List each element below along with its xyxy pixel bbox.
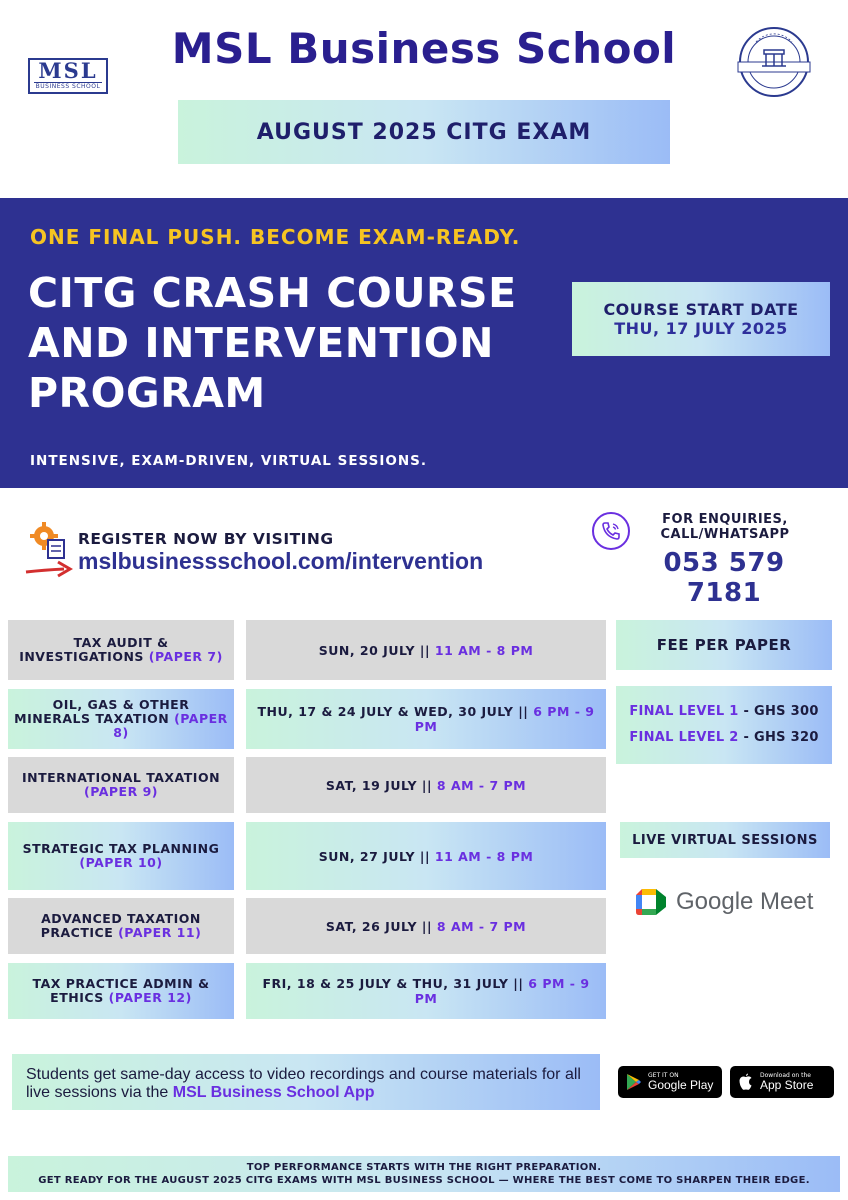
gear-icon	[28, 520, 68, 560]
paper-schedule-cell	[246, 898, 606, 954]
fee-price: - GHS 320	[738, 730, 819, 745]
seal-icon	[736, 24, 812, 100]
hero-title: CITG CRASH COURSE AND INTERVENTION PROGRAM	[28, 269, 517, 417]
paper-schedule-cell	[246, 757, 606, 813]
google-play-badge[interactable]	[618, 1066, 722, 1098]
enquiry-label: FOR ENQUIRIES, CALL/WHATSAPP	[660, 512, 790, 542]
schedule-time: 8 AM - 7 PM	[436, 918, 527, 934]
arrow-icon	[24, 558, 74, 580]
enquiry-phone[interactable]: 053 579 7181	[663, 548, 785, 608]
school-title: MSL Business School	[171, 24, 677, 73]
register-label: REGISTER NOW BY VISITING	[78, 530, 334, 548]
google-play-large: Google Play	[648, 1078, 714, 1092]
google-play-small: GET IT ON	[648, 1072, 679, 1079]
paper-schedule-cell	[246, 963, 606, 1019]
schedule-time: 8 AM - 7 PM	[436, 777, 527, 793]
paper-name: STRATEGIC TAX PLANNING	[22, 841, 220, 856]
apple-icon	[738, 1073, 754, 1091]
paper-name-cell	[8, 822, 234, 890]
paper-name: ADVANCED TAXATION PRACTICE	[40, 911, 201, 940]
paper-name: TAX AUDIT & INVESTIGATIONS	[19, 635, 169, 664]
schedule-date: FRI, 18 & 25 JULY & THU, 31 JULY ||	[262, 976, 524, 991]
schedule-time: 6 PM - 9 PM	[414, 976, 590, 1006]
paper-name: INTERNATIONAL TAXATION	[21, 770, 221, 785]
fee-item	[629, 699, 818, 725]
fee-box	[616, 686, 832, 764]
access-text: Students get same-day access to video recordings and course materials for all live sessions via the	[26, 1066, 581, 1101]
schedule-date: SUN, 20 JULY ||	[318, 642, 431, 658]
footer-line-2: GET READY FOR THE AUGUST 2025 CITG EXAMS WITH MSL BUSINESS SCHOOL — WHERE THE BEST COME TO SHARPEN THEIR EDGE.	[38, 1175, 810, 1186]
schedule-time: 11 AM - 8 PM	[434, 848, 534, 864]
paper-name: TAX PRACTICE ADMIN & ETHICS	[32, 976, 210, 1005]
paper-code: (PAPER 10)	[79, 855, 163, 870]
paper-name-cell	[8, 689, 234, 749]
schedule-date: SAT, 26 JULY ||	[325, 918, 433, 934]
register-link[interactable]: mslbusinessschool.com/intervention	[78, 548, 484, 574]
paper-code: (PAPER 11)	[118, 925, 202, 940]
schedule-date: SUN, 27 JULY ||	[318, 848, 431, 864]
google-meet-logo	[636, 884, 826, 920]
schedule-time: 6 PM - 9 PM	[414, 704, 595, 734]
google-meet-icon	[636, 889, 666, 915]
schedule-date: SAT, 19 JULY ||	[325, 777, 433, 793]
paper-schedule-cell	[246, 620, 606, 680]
live-sessions-label: LIVE VIRTUAL SESSIONS	[620, 822, 830, 858]
paper-name: OIL, GAS & OTHER MINERALS TAXATION	[14, 697, 190, 726]
paper-code: (PAPER 8)	[113, 711, 228, 740]
paper-name-cell	[8, 757, 234, 813]
logo-subtext: BUSINESS SCHOOL	[35, 83, 101, 90]
fee-level: FINAL LEVEL 2	[629, 730, 739, 745]
fee-heading: FEE PER PAPER	[616, 620, 832, 670]
google-meet-text: Google Meet	[676, 888, 814, 915]
app-store-badge[interactable]	[730, 1066, 834, 1098]
footer-banner	[8, 1156, 840, 1192]
access-note	[12, 1054, 600, 1110]
paper-code: (PAPER 7)	[148, 649, 223, 664]
phone-icon	[592, 512, 630, 550]
app-store-large: App Store	[760, 1078, 814, 1092]
hero-subtitle: INTENSIVE, EXAM-DRIVEN, VIRTUAL SESSIONS.	[30, 453, 428, 469]
fee-level: FINAL LEVEL 1	[629, 704, 739, 719]
paper-code: (PAPER 12)	[108, 990, 192, 1005]
hero-tagline: ONE FINAL PUSH. BECOME EXAM-READY.	[30, 225, 521, 249]
paper-code: (PAPER 9)	[84, 784, 158, 799]
start-label: COURSE START DATE	[603, 300, 799, 319]
schedule-date: THU, 17 & 24 JULY & WED, 30 JULY ||	[257, 704, 529, 719]
app-name: MSL Business School App	[172, 1084, 375, 1101]
paper-name-cell	[8, 963, 234, 1019]
google-play-icon	[626, 1073, 642, 1091]
fee-item	[629, 725, 818, 751]
logo-text: MSL	[38, 58, 98, 83]
paper-name-cell	[8, 898, 234, 954]
schedule-time: 11 AM - 8 PM	[434, 642, 534, 658]
paper-schedule-cell	[246, 822, 606, 890]
footer-line-1: TOP PERFORMANCE STARTS WITH THE RIGHT PREPARATION.	[246, 1162, 602, 1173]
citg-seal	[736, 24, 812, 100]
paper-schedule-cell	[246, 689, 606, 749]
course-start-box	[572, 282, 830, 356]
start-date: THU, 17 JULY 2025	[614, 319, 788, 338]
exam-banner: AUGUST 2025 CITG EXAM	[178, 100, 670, 164]
phone-glyph-icon	[601, 521, 621, 541]
app-store-small: Download on the	[760, 1072, 811, 1079]
paper-name-cell	[8, 620, 234, 680]
fee-price: - GHS 300	[738, 704, 819, 719]
